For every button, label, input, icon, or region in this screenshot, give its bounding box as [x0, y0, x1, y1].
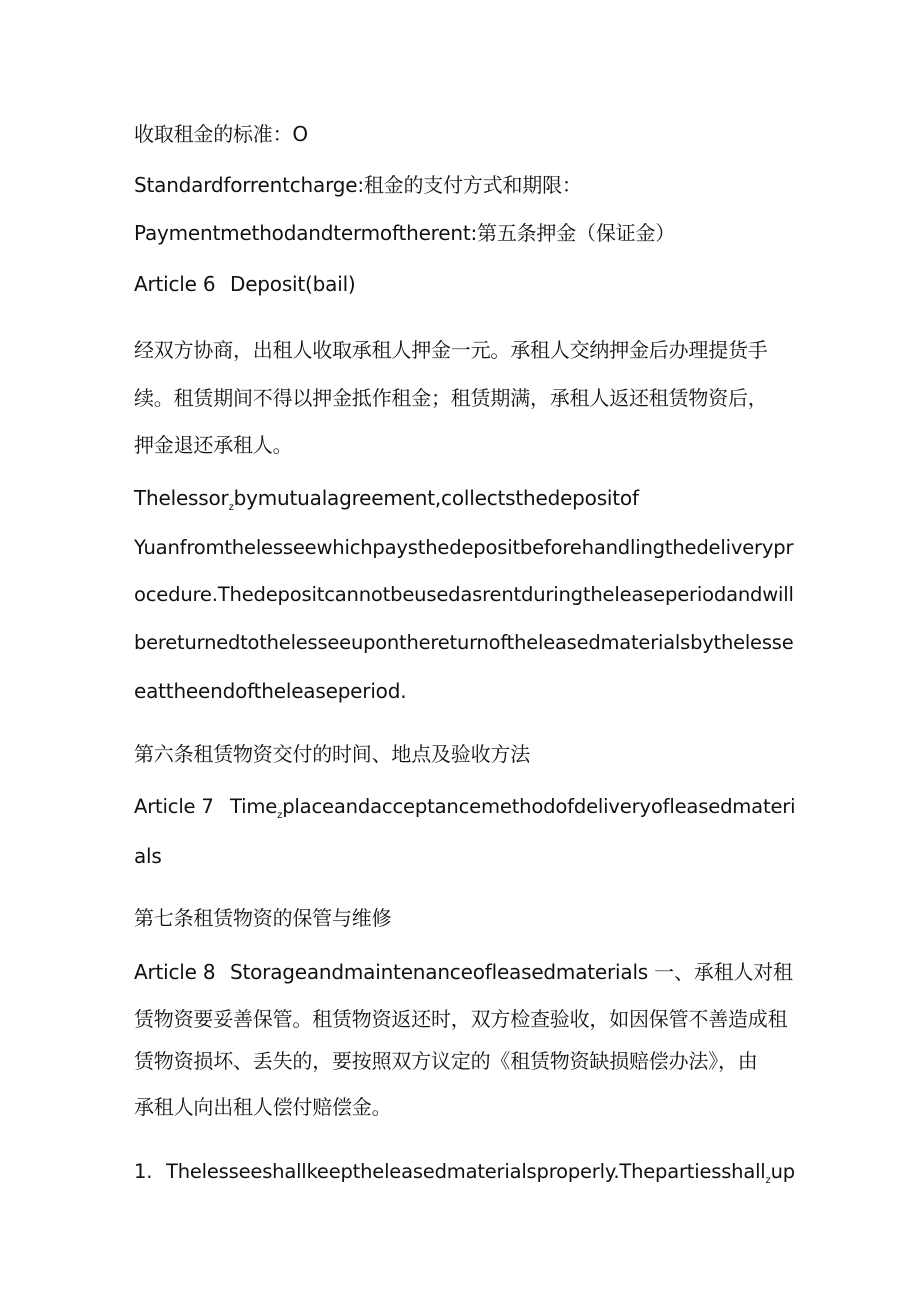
article-6-cn-heading: 第六条租赁物资交付的时间、地点及验收方法 — [134, 742, 530, 766]
article-7-number: Article 7 — [134, 795, 214, 818]
deposit-en-text: Thelessor — [134, 486, 229, 510]
list-item-number: 1. — [134, 1160, 153, 1183]
article-7-title: placeandacceptancemethodofdeliveryofleasedmateri — [282, 795, 796, 818]
subscript-mark: z — [228, 502, 234, 513]
article-6-number: Article 6 — [134, 272, 216, 296]
deposit-en-line-4: bereturnedtothelesseeuponthereturnoftheleasedmaterialsbythelesse — [134, 631, 794, 654]
subscript-mark: z — [765, 1175, 771, 1186]
list-item-text: up — [770, 1160, 795, 1183]
article-8-title: Storageandmaintenanceofleasedmaterials 一、承租人对租 — [230, 960, 793, 984]
deposit-en-text: bymutualagreement,collectsthedepositof — [233, 486, 639, 510]
rent-standard-en: Standardforrentcharge:租金的支付方式和期限： — [134, 173, 582, 197]
article-7-cn-heading: 第七条租赁物资的保管与维修 — [134, 906, 392, 930]
deposit-en-line-2: Yuanfromthelesseewhichpaysthedepositbeforehandlingthedeliverypr — [134, 536, 794, 559]
deposit-cn-line-3: 押金退还承租人。 — [134, 433, 293, 457]
list-item-text: Thelesseeshallkeeptheleasedmaterialsproperly.Thepartiesshall — [166, 1160, 766, 1183]
deposit-cn-line-2: 续。租赁期间不得以押金抵作租金；租赁期满，承租人返还租赁物资后， — [134, 386, 768, 410]
list-item-1 — [134, 1158, 795, 1190]
storage-cn-line-1: 赁物资要妥善保管。租赁物资返还时，双方检查验收，如因保管不善造成租 — [134, 1007, 788, 1031]
rent-standard-cn: 收取租金的标准：O — [134, 122, 308, 146]
storage-cn-line-2: 赁物资损坏、丢失的，要按照双方议定的《租赁物资缺损赔偿办法》，由 — [134, 1049, 758, 1073]
article-6-title: Deposit(bail) — [230, 272, 356, 296]
subscript-mark: z — [277, 810, 283, 821]
article-6-heading — [134, 270, 356, 298]
payment-method-line: Paymentmethodandtermoftherent:第五条押金（保证金） — [134, 221, 676, 245]
deposit-en-line-3: ocedure.Thedepositcannotbeusedasrentduringtheleaseperiodandwill — [134, 583, 794, 606]
deposit-cn-line-1: 经双方协商，出租人收取承租人押金一元。承租人交纳押金后办理提货手 — [134, 338, 768, 362]
storage-cn-line-3: 承租人向出租人偿付赔偿金。 — [134, 1095, 392, 1119]
article-7-title: Time — [230, 795, 278, 818]
article-7-heading — [134, 793, 795, 825]
article-8-heading — [134, 958, 793, 986]
article-7-heading-cont: als — [134, 844, 162, 868]
deposit-en-line-5: eattheendoftheleaseperiod. — [134, 679, 407, 703]
article-8-number: Article 8 — [134, 960, 216, 984]
deposit-en-line-1 — [134, 484, 639, 517]
